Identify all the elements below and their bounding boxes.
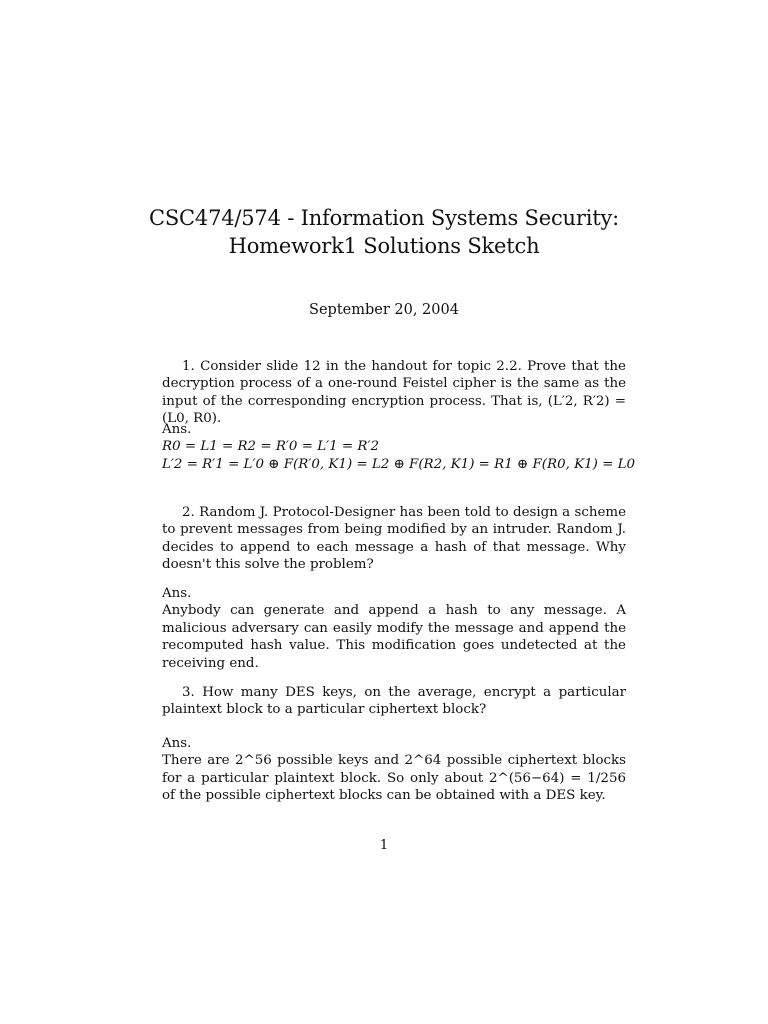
- title-line-1: CSC474/574 - Information Systems Security:: [148, 206, 619, 230]
- question-2: [162, 504, 626, 574]
- answer-2-label: Ans.: [162, 586, 192, 601]
- question-2-text: 2. Random J. Protocol-Designer has been told to design a scheme to prevent messages from being modified by an intruder. Random J. decides to append to each message a hash of that message. Why doesn't this solve the problem?: [162, 505, 626, 573]
- question-1: [162, 358, 626, 428]
- answer-2: [162, 585, 626, 672]
- document-title: [0, 204, 768, 260]
- question-3: [162, 684, 626, 719]
- answer-1-equation-1: R0 = L1 = R2 = R′0 = L′1 = R′2: [162, 439, 380, 455]
- document-date: September 20, 2004: [309, 302, 459, 318]
- answer-3: [162, 735, 626, 805]
- answer-1-equation-2: L′2 = R′1 = L′0 ⊕ F(R′0, K1) = L2 ⊕ F(R2, K1) = R1 ⊕ F(R0, K1) = L0: [162, 456, 636, 472]
- answer-1-label: Ans.: [162, 422, 192, 437]
- question-1-text: 1. Consider slide 12 in the handout for topic 2.2. Prove that the decryption process of a one-round Feistel cipher is the same as the input of the corresponding encryption process. That is, (L′2, R′2) = (L0, R0).: [162, 359, 626, 427]
- answer-2-text: Anybody can generate and append a hash to any message. A malicious adversary can easily modify the message and append the recomputed hash value. This modification goes undetected at the receiving end.: [162, 603, 626, 671]
- title-line-2: Homework1 Solutions Sketch: [228, 234, 540, 258]
- question-3-text: 3. How many DES keys, on the average, encrypt a particular plaintext block to a particular ciphertext block?: [162, 685, 626, 718]
- answer-3-label: Ans.: [162, 736, 192, 751]
- answer-3-text: There are 2^56 possible keys and 2^64 possible ciphertext blocks for a particular plaintext block. So only about 2^(56−64) = 1/256 of the possible ciphertext blocks can be obtained with a DES key.: [162, 753, 626, 804]
- page-number: 1: [379, 838, 389, 853]
- answer-1: [162, 421, 636, 473]
